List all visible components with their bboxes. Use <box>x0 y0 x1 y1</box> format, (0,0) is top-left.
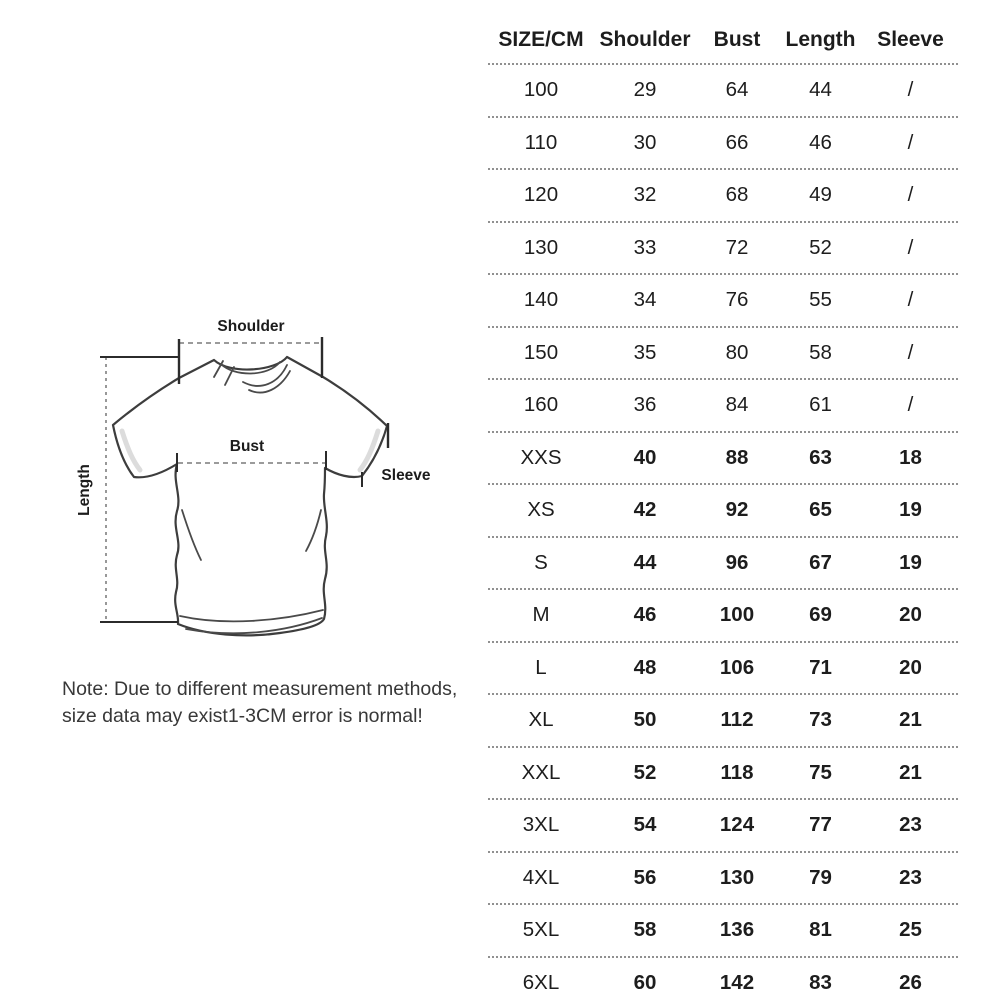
value-cell: / <box>907 78 914 102</box>
value-cell: 42 <box>633 498 657 522</box>
value-cell: 52 <box>809 235 832 259</box>
table-row <box>488 380 958 433</box>
header-bust: Bust <box>713 28 761 51</box>
value-cell: 19 <box>899 498 922 522</box>
value-cell: / <box>907 130 914 154</box>
value-cell: 46 <box>633 603 657 627</box>
table-row <box>488 223 958 276</box>
diagram-length-label: Length <box>76 464 93 516</box>
value-cell: 40 <box>633 445 657 469</box>
value-cell: 48 <box>633 655 657 679</box>
value-cell: 50 <box>633 708 657 732</box>
table-row <box>488 590 958 643</box>
size-label: 100 <box>523 78 559 102</box>
hem-line-upper <box>180 610 323 621</box>
value-cell: 19 <box>899 550 922 574</box>
value-cell: 20 <box>899 603 922 627</box>
size-label: 130 <box>523 235 559 259</box>
size-label: 4XL <box>522 865 560 889</box>
header-sleeve: Sleeve <box>877 28 944 51</box>
table-row <box>488 65 958 118</box>
table-row <box>488 643 958 696</box>
tshirt-measurement-diagram <box>40 298 460 658</box>
value-cell: 32 <box>633 183 657 207</box>
value-cell: 77 <box>809 813 832 837</box>
table-row <box>488 433 958 486</box>
value-cell: 21 <box>899 760 922 784</box>
value-cell: 49 <box>809 183 832 207</box>
value-cell: / <box>907 235 914 259</box>
value-cell: / <box>907 393 914 417</box>
value-cell: 23 <box>899 813 922 837</box>
collar-rib-marks <box>214 361 234 385</box>
value-cell: 55 <box>809 288 832 312</box>
value-cell: 100 <box>719 603 755 627</box>
right-fold-line <box>306 510 321 551</box>
value-cell: 72 <box>725 235 749 259</box>
value-cell: 142 <box>719 970 755 994</box>
size-label: S <box>534 550 548 574</box>
table-row <box>488 538 958 591</box>
table-row <box>488 800 958 853</box>
table-row <box>488 853 958 906</box>
size-table-header <box>488 17 958 65</box>
value-cell: 112 <box>720 708 754 732</box>
value-cell: 118 <box>720 760 754 784</box>
value-cell: 76 <box>725 288 749 312</box>
table-row <box>488 748 958 801</box>
size-label: 140 <box>523 288 559 312</box>
tshirt-outline <box>113 357 387 635</box>
value-cell: 60 <box>633 970 657 994</box>
value-cell: 69 <box>809 603 832 627</box>
table-row <box>488 170 958 223</box>
size-label: 160 <box>523 393 559 417</box>
size-label: XL <box>528 708 554 732</box>
table-row <box>488 328 958 381</box>
value-cell: 106 <box>719 655 755 679</box>
size-label: 6XL <box>522 970 560 994</box>
value-cell: / <box>907 183 914 207</box>
value-cell: 44 <box>633 550 657 574</box>
size-table-body <box>488 65 958 1000</box>
value-cell: 83 <box>809 970 832 994</box>
diagram-bust-label: Bust <box>229 438 265 455</box>
value-cell: 36 <box>633 393 657 417</box>
value-cell: / <box>907 340 914 364</box>
value-cell: 58 <box>633 918 657 942</box>
size-label: L <box>535 655 547 679</box>
value-cell: 66 <box>725 130 749 154</box>
value-cell: 61 <box>809 393 832 417</box>
value-cell: 23 <box>899 865 922 889</box>
size-label: XXL <box>521 760 561 784</box>
size-label: 120 <box>523 183 559 207</box>
left-fold-line <box>182 510 201 560</box>
value-cell: / <box>907 288 914 312</box>
size-label: 150 <box>523 340 559 364</box>
diagram-shoulder-label: Shoulder <box>217 318 285 335</box>
value-cell: 56 <box>633 865 657 889</box>
size-label: M <box>532 603 550 627</box>
value-cell: 68 <box>725 183 749 207</box>
value-cell: 79 <box>809 865 832 889</box>
size-label: 3XL <box>522 813 560 837</box>
right-sleeve-shade <box>360 431 378 470</box>
value-cell: 52 <box>633 760 657 784</box>
value-cell: 65 <box>809 498 832 522</box>
table-row <box>488 958 958 1000</box>
value-cell: 81 <box>809 918 832 942</box>
size-table <box>488 17 958 1000</box>
value-cell: 34 <box>633 288 657 312</box>
value-cell: 75 <box>809 760 832 784</box>
value-cell: 20 <box>899 655 922 679</box>
note-line-1: Note: Due to different measurement methods, <box>62 678 458 700</box>
table-row <box>488 485 958 538</box>
value-cell: 54 <box>633 813 657 837</box>
header-size: SIZE/CM <box>498 28 584 51</box>
value-cell: 25 <box>899 918 922 942</box>
header-shoulder: Shoulder <box>599 28 691 51</box>
value-cell: 18 <box>899 445 922 469</box>
value-cell: 96 <box>725 550 749 574</box>
value-cell: 64 <box>725 78 749 102</box>
value-cell: 92 <box>725 498 749 522</box>
size-label: 5XL <box>522 918 560 942</box>
value-cell: 58 <box>809 340 832 364</box>
value-cell: 73 <box>809 708 832 732</box>
value-cell: 80 <box>725 340 749 364</box>
note-text <box>62 676 472 730</box>
value-cell: 26 <box>899 970 922 994</box>
note-line-2: size data may exist1-3CM error is normal! <box>62 705 423 727</box>
value-cell: 84 <box>725 393 749 417</box>
size-label: XXS <box>520 445 562 469</box>
value-cell: 21 <box>899 708 922 732</box>
value-cell: 124 <box>719 813 755 837</box>
value-cell: 130 <box>719 865 755 889</box>
header-length: Length <box>785 28 856 51</box>
table-row <box>488 695 958 748</box>
table-row <box>488 118 958 171</box>
size-label: 110 <box>524 130 558 154</box>
value-cell: 88 <box>725 445 749 469</box>
value-cell: 30 <box>633 130 657 154</box>
value-cell: 33 <box>633 235 657 259</box>
value-cell: 67 <box>809 550 832 574</box>
table-row <box>488 905 958 958</box>
table-row <box>488 275 958 328</box>
value-cell: 35 <box>633 340 657 364</box>
size-label: XS <box>527 498 555 522</box>
value-cell: 136 <box>719 918 755 942</box>
diagram-sleeve-label: Sleeve <box>381 467 431 484</box>
value-cell: 29 <box>633 78 657 102</box>
value-cell: 44 <box>809 78 832 102</box>
value-cell: 46 <box>809 130 832 154</box>
value-cell: 63 <box>809 445 832 469</box>
value-cell: 71 <box>809 655 832 679</box>
